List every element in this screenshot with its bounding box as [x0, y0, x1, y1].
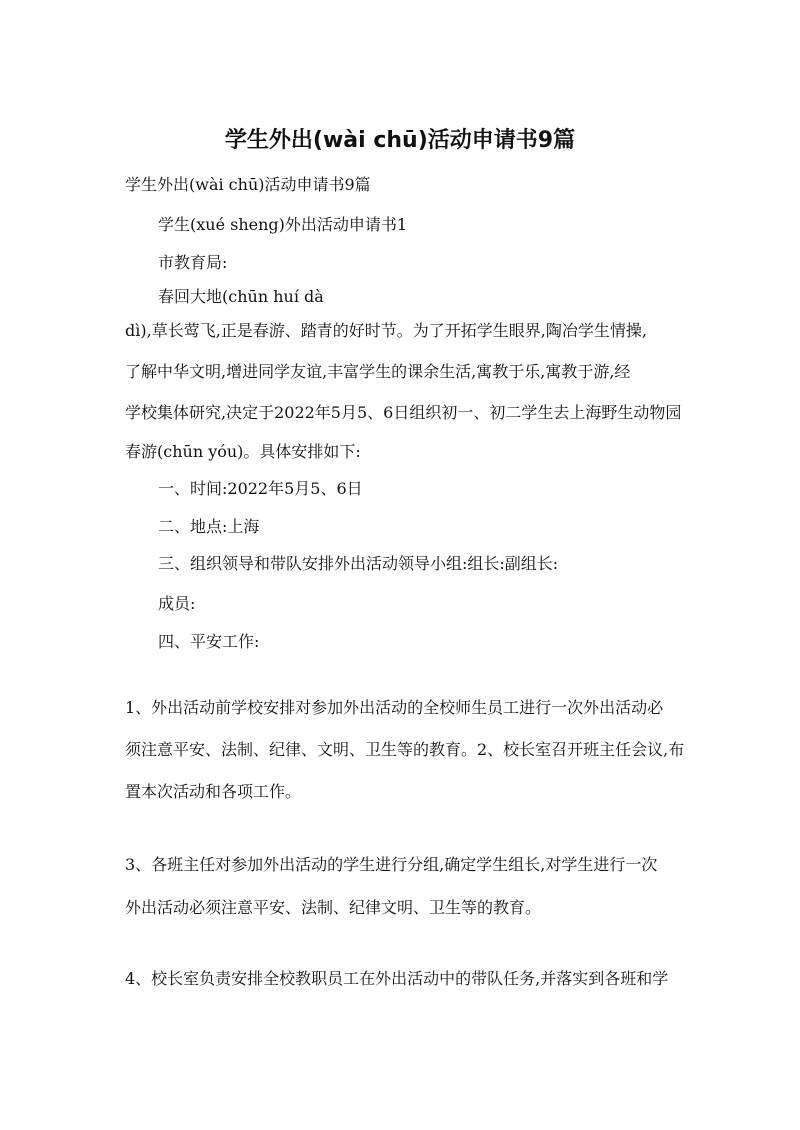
point-line: 外出活动必须注意平安、法制、纪律文明、卫生等的教育。	[125, 898, 542, 917]
item-place: 二、地点:上海	[158, 517, 260, 536]
point-line: 1、外出活动前学校安排对参加外出活动的全校师生员工进行一次外出活动必	[125, 698, 664, 717]
paragraph-line: 春回大地(chūn huí dà	[158, 287, 324, 306]
document-title: 学生外出(wài chū)活动申请书9篇	[224, 128, 576, 153]
paragraph-line: 了解中华文明,增进同学友谊,丰富学生的课余生活,寓教于乐,寓教于游,经	[125, 362, 631, 381]
paragraph-line: dì),草长莺飞,正是春游、踏青的好时节。为了开拓学生眼界,陶冶学生情操,	[125, 321, 647, 340]
point-line: 3、各班主任对参加外出活动的学生进行分组,确定学生组长,对学生进行一次	[125, 855, 658, 874]
point-line: 须注意平安、法制、纪律、文明、卫生等的教育。2、校长室召开班主任会议,布	[125, 740, 685, 759]
addressee: 市教育局:	[158, 253, 228, 272]
paragraph-line: 学校集体研究,决定于2022年5月5、6日组织初一、初二学生去上海野生动物园	[125, 403, 682, 422]
subtitle: 学生外出(wài chū)活动申请书9篇	[125, 175, 371, 194]
point-line: 置本次活动和各项工作。	[125, 782, 302, 801]
paragraph-line: 春游(chūn yóu)。具体安排如下:	[125, 442, 361, 461]
item-safety: 四、平安工作:	[158, 632, 260, 651]
item-time: 一、时间:2022年5月5、6日	[158, 479, 363, 498]
point-line: 4、校长室负责安排全校教职员工在外出活动中的带队任务,并落实到各班和学	[125, 969, 669, 988]
item-members: 成员:	[158, 594, 196, 613]
item-organization: 三、组织领导和带队安排外出活动领导小组:组长:副组长:	[158, 554, 559, 573]
section-heading: 学生(xué sheng)外出活动申请书1	[158, 215, 408, 234]
